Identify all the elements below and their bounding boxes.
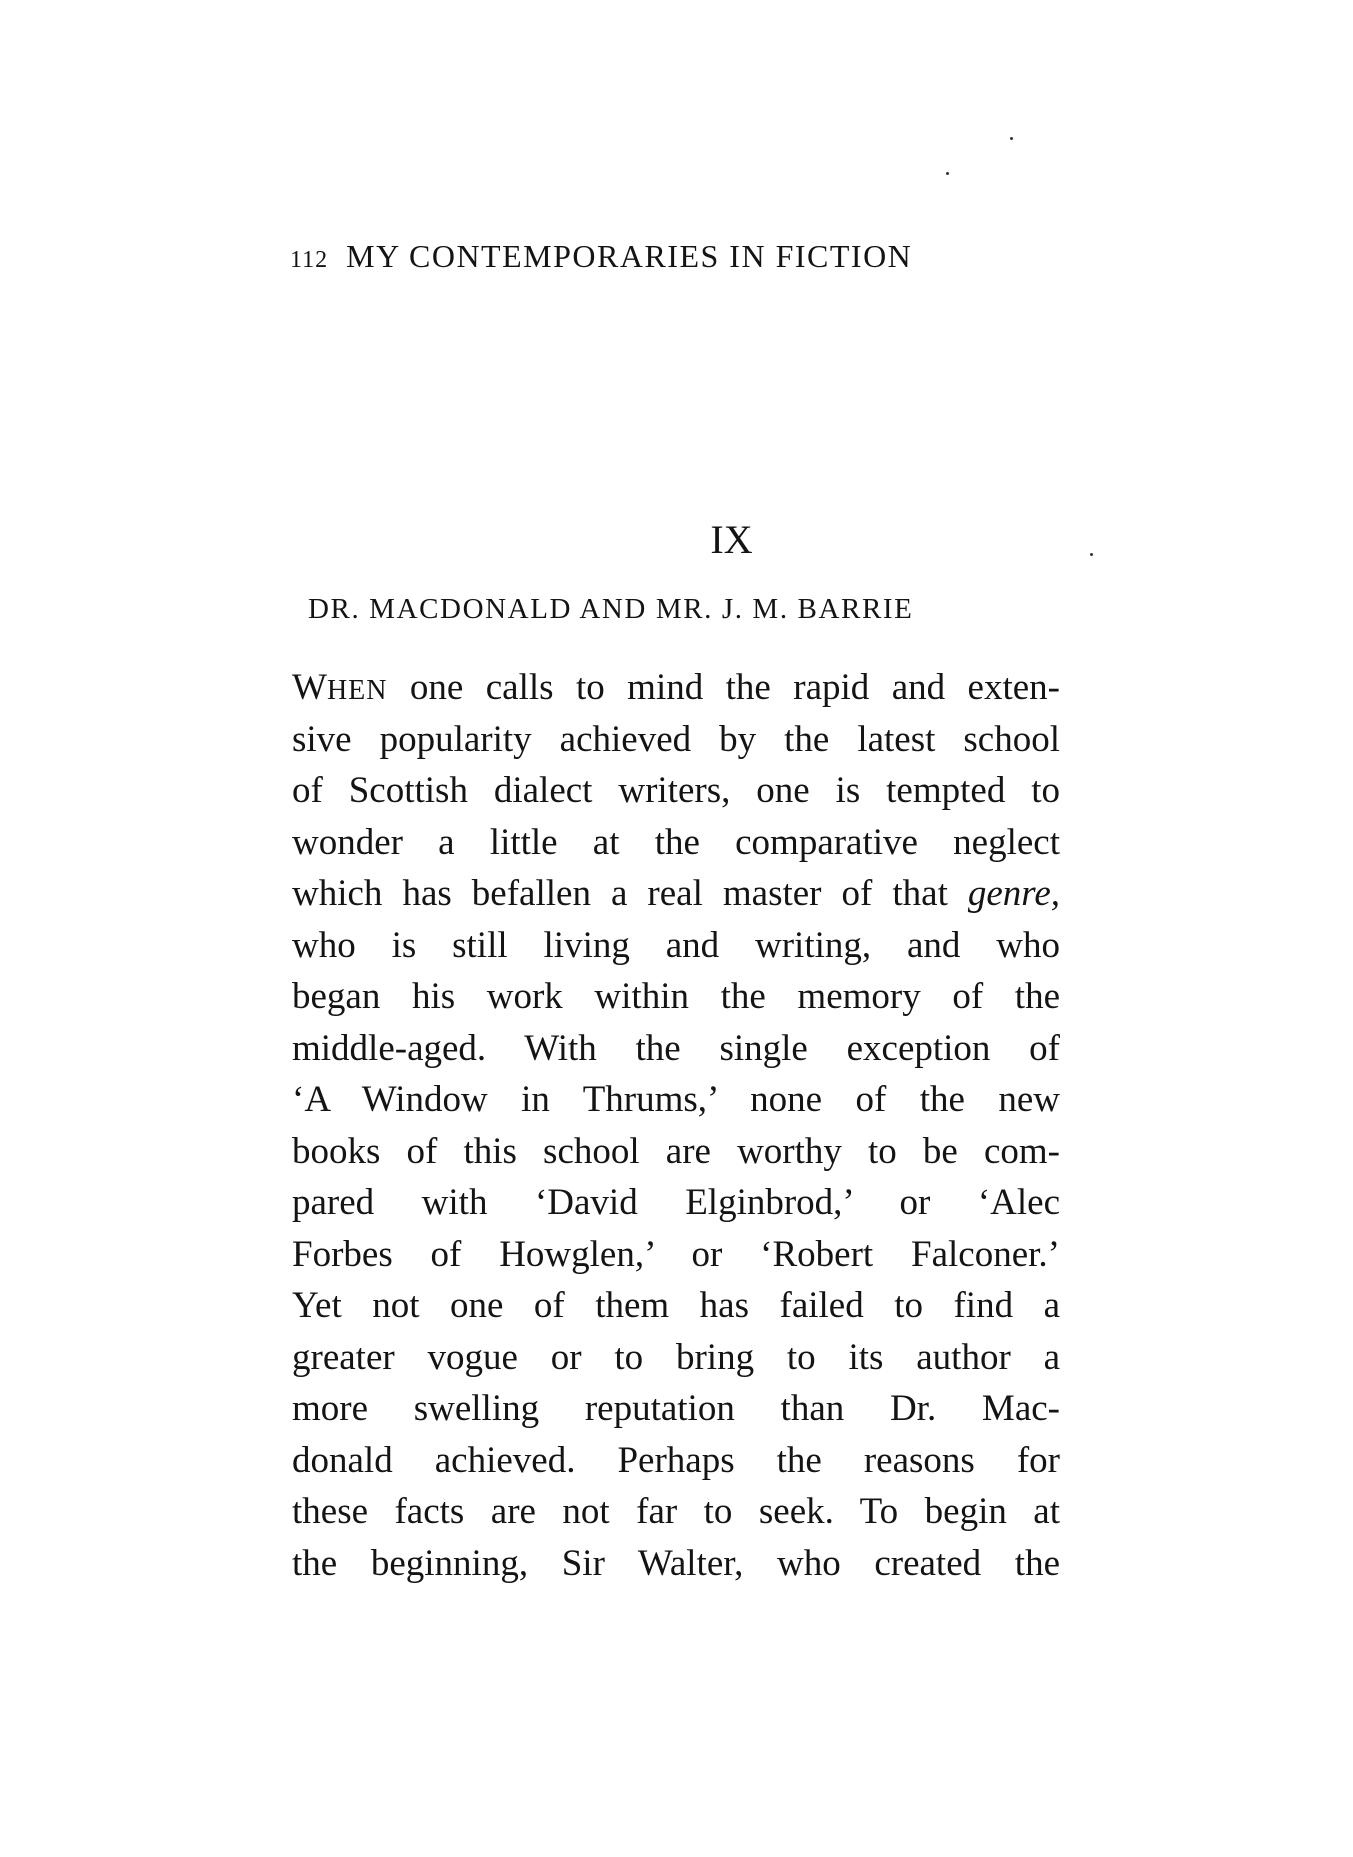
italic-word: genre,: [967, 873, 1060, 914]
chapter-title: DR. MACDONALD AND MR. J. M. BARRIE: [308, 593, 914, 625]
text-line: [292, 1023, 1060, 1075]
body-text: [292, 662, 1060, 1589]
text-line: [292, 1332, 1060, 1384]
text-line: [292, 971, 1060, 1023]
scan-speck: [1090, 553, 1093, 556]
line-text: who is still living and writing, and who: [292, 924, 1060, 966]
text-line: [292, 662, 1060, 714]
text-line: [292, 817, 1060, 869]
text-line: [292, 920, 1060, 972]
line-text: which has befallen a real master of that: [292, 873, 968, 914]
line-text: sive popularity achieved by the latest school: [292, 718, 1060, 760]
running-head-title: MY CONTEMPORARIES IN FICTION: [346, 238, 913, 274]
running-head: [290, 238, 912, 275]
scan-speck: [946, 172, 949, 175]
text-line: [292, 765, 1060, 817]
text-line: [292, 1435, 1060, 1487]
line-text: began his work within the memory of the: [292, 976, 1060, 1017]
page-number: 112: [290, 247, 329, 273]
text-line: [292, 1538, 1060, 1590]
text-line: [292, 1177, 1060, 1229]
line-text: one calls to mind the rapid and exten-: [387, 667, 1060, 708]
line-text: ‘A Window in Thrums,’ none of the new: [292, 1079, 1060, 1120]
line-text: the beginning, Sir Walter, who created the: [292, 1542, 1060, 1584]
line-text: more swelling reputation than Dr. Mac-: [292, 1388, 1060, 1429]
text-line: [292, 1074, 1060, 1126]
text-line: [292, 1383, 1060, 1435]
text-line: [292, 1126, 1060, 1178]
text-line: [292, 1280, 1060, 1332]
line-text: donald achieved. Perhaps the reasons for: [292, 1439, 1060, 1481]
chapter-number: IX: [710, 517, 753, 562]
drop-initial: W: [292, 667, 327, 708]
text-line: [292, 868, 1060, 920]
line-text: Forbes of Howglen,’ or ‘Robert Falconer.’: [292, 1233, 1060, 1275]
line-text: middle-aged. With the single exception of: [292, 1027, 1060, 1069]
line-text: greater vogue or to bring to its author a: [292, 1336, 1060, 1378]
small-caps-word: HEN: [326, 675, 388, 706]
text-line: [292, 1229, 1060, 1281]
line-text: Yet not one of them has failed to find a: [292, 1285, 1060, 1326]
line-text: wonder a little at the comparative neglect: [292, 821, 1060, 863]
line-text: pared with ‘David Elginbrod,’ or ‘Alec: [292, 1182, 1060, 1223]
line-text: these facts are not far to seek. To begin at: [292, 1491, 1060, 1532]
text-line: [292, 1486, 1060, 1538]
line-text: books of this school are worthy to be com-: [292, 1130, 1060, 1172]
text-line: [292, 714, 1060, 766]
scan-speck: [1010, 137, 1013, 140]
line-text: of Scottish dialect writers, one is tempted to: [292, 770, 1060, 811]
